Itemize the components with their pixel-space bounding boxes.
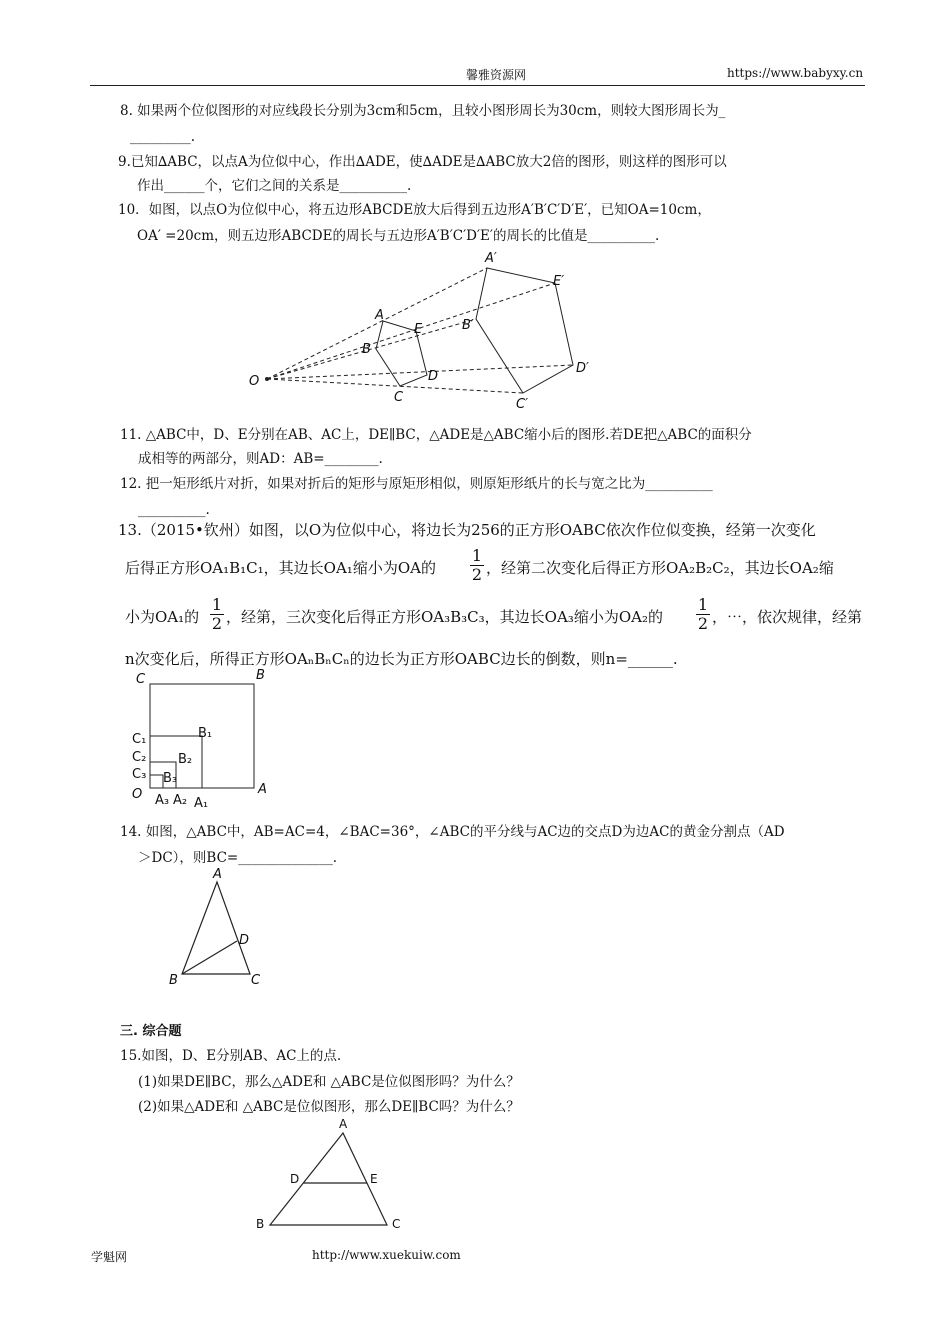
q11-line2: 成相等的两部分，则AD：AB=________. <box>138 451 383 467</box>
tri2-label-A: A <box>339 1117 348 1131</box>
q12-line1: 12. 把一矩形纸片对折，如果对折后的矩形与原矩形相似，则原矩形纸片的长与宽之比为__________ <box>120 476 713 492</box>
q8-line1: 8. 如果两个位似图形的对应线段长分别为3cm和5cm，且较小图形周长为30cm，则较大图形周长为_ <box>120 103 726 119</box>
q10-line2: OA′ =20cm，则五边形ABCDE的周长与五边形A′B′C′D′E′的周长的比值是__________. <box>137 228 660 244</box>
sq-label-C: C <box>136 672 146 687</box>
tri2-label-E: E <box>370 1172 378 1186</box>
tri2-label-B: B <box>256 1217 265 1231</box>
q10-line1: 10．如图，以点O为位似中心，将五边形ABCDE放大后得到五边形A′B′C′D′E′，已知OA=10cm， <box>118 202 711 218</box>
label-O: O <box>249 374 260 389</box>
similar-triangle-figure <box>250 1115 420 1235</box>
q13-line1: 13.（2015•钦州）如图，以O为位似中心，将边长为256的正方形OABC依次作位似变换，经第一次变化 <box>118 521 816 539</box>
sq-label-C2: C₂ <box>132 750 147 765</box>
q14-line1: 14. 如图，△ABC中，AB=AC=4，∠BAC=36°，∠ABC的平分线与AC边的交点D为边AC的黄金分割点（AD <box>120 824 785 840</box>
header-url[interactable]: https://www.babyxy.cn <box>727 66 864 80</box>
q13-line2-start: 后得正方形OA₁B₁C₁，其边长OA₁缩小为OA的 <box>125 559 436 577</box>
frac-num: 1 <box>211 595 223 614</box>
q13-fraction-3 <box>696 596 710 633</box>
frac-den: 2 <box>697 614 709 633</box>
q13-line3-start: 小为OA₁的 <box>125 608 200 626</box>
pentagon-homothety-figure <box>240 245 610 415</box>
tri-label-A: A <box>213 867 222 882</box>
sq-label-A2: A₂ <box>173 793 188 808</box>
sq-label-O: O <box>132 787 143 802</box>
q9-line2: 作出______个，它们之间的关系是__________. <box>137 178 412 194</box>
label-D-prime: D′ <box>576 361 589 376</box>
q8-line2: _________. <box>130 129 196 145</box>
q13-line3-end: ，⋯，依次规律，经第 <box>712 608 863 626</box>
q15-line1: 15.如图，D、E分别AB、AC上的点. <box>120 1048 342 1064</box>
frac-num: 1 <box>471 546 483 565</box>
footer-url[interactable]: http://www.xuekuiw.com <box>312 1248 461 1262</box>
q13-fraction-2 <box>210 596 224 633</box>
label-B: B <box>362 342 371 357</box>
frac-num: 1 <box>697 595 709 614</box>
golden-triangle-figure <box>160 862 270 992</box>
footer-site-name: 学魁网 <box>91 1250 128 1264</box>
q14-line2: ＞DC），则BC=______________. <box>138 850 338 866</box>
nested-squares-figure <box>128 665 278 815</box>
sq-label-B: B <box>256 668 265 683</box>
frac-den: 2 <box>471 565 483 584</box>
frac-den: 2 <box>211 614 223 633</box>
q13-line3-mid: ，经第，三次变化后得正方形OA₃B₃C₃，其边长OA₃缩小为OA₂的 <box>226 608 663 626</box>
sq-label-A: A <box>258 782 267 797</box>
header-rule <box>90 85 865 86</box>
section-3-heading: 三. 综合题 <box>120 1024 182 1039</box>
sq-label-B3: B₃ <box>163 771 178 786</box>
q12-line2: __________. <box>138 502 210 518</box>
q15-line2: (1)如果DE∥BC，那么△ADE和 △ABC是位似图形吗？为什么？ <box>138 1074 520 1090</box>
tri-label-D: D <box>239 933 250 948</box>
q13-line2-end: ，经第二次变化后得正方形OA₂B₂C₂，其边长OA₂缩 <box>486 559 834 577</box>
label-A-prime: A′ <box>485 251 497 266</box>
q13-fraction-1 <box>470 547 484 584</box>
sq-label-B1: B₁ <box>198 726 213 741</box>
q11-line1: 11. △ABC中，D、E分别在AB、AC上，DE∥BC，△ADE是△ABC缩小后的图形.若DE把△ABC的面积分 <box>120 427 752 443</box>
sq-label-C1: C₁ <box>132 732 147 747</box>
label-E: E <box>414 322 423 337</box>
tri2-label-C: C <box>392 1217 401 1231</box>
q15-line3: (2)如果△ADE和 △ABC是位似图形，那么DE∥BC吗？为什么？ <box>138 1099 520 1115</box>
label-D: D <box>428 369 439 384</box>
tri-label-B: B <box>169 973 178 988</box>
label-B-prime: B′ <box>462 318 474 333</box>
q9-line1: 9.已知∆ABC，以点A为位似中心，作出∆ADE，使∆ADE是∆ABC放大2倍的图形，则这样的图形可以 <box>118 154 727 170</box>
sq-label-B2: B₂ <box>178 752 193 767</box>
label-C-prime: C′ <box>516 397 529 412</box>
header-site-name: 馨雅资源网 <box>466 68 527 82</box>
label-C: C <box>394 390 404 405</box>
tri-label-C: C <box>251 973 261 988</box>
sq-label-C3: C₃ <box>132 767 147 782</box>
sq-label-A1: A₁ <box>194 796 209 811</box>
label-E-prime: E′ <box>553 274 565 289</box>
label-A: A <box>375 308 384 323</box>
q13-line4: n次变化后，所得正方形OAₙBₙCₙ的边长为正方形OABC边长的倒数，则n=______. <box>125 650 678 668</box>
tri2-label-D: D <box>290 1172 300 1186</box>
sq-label-A3: A₃ <box>155 793 170 808</box>
